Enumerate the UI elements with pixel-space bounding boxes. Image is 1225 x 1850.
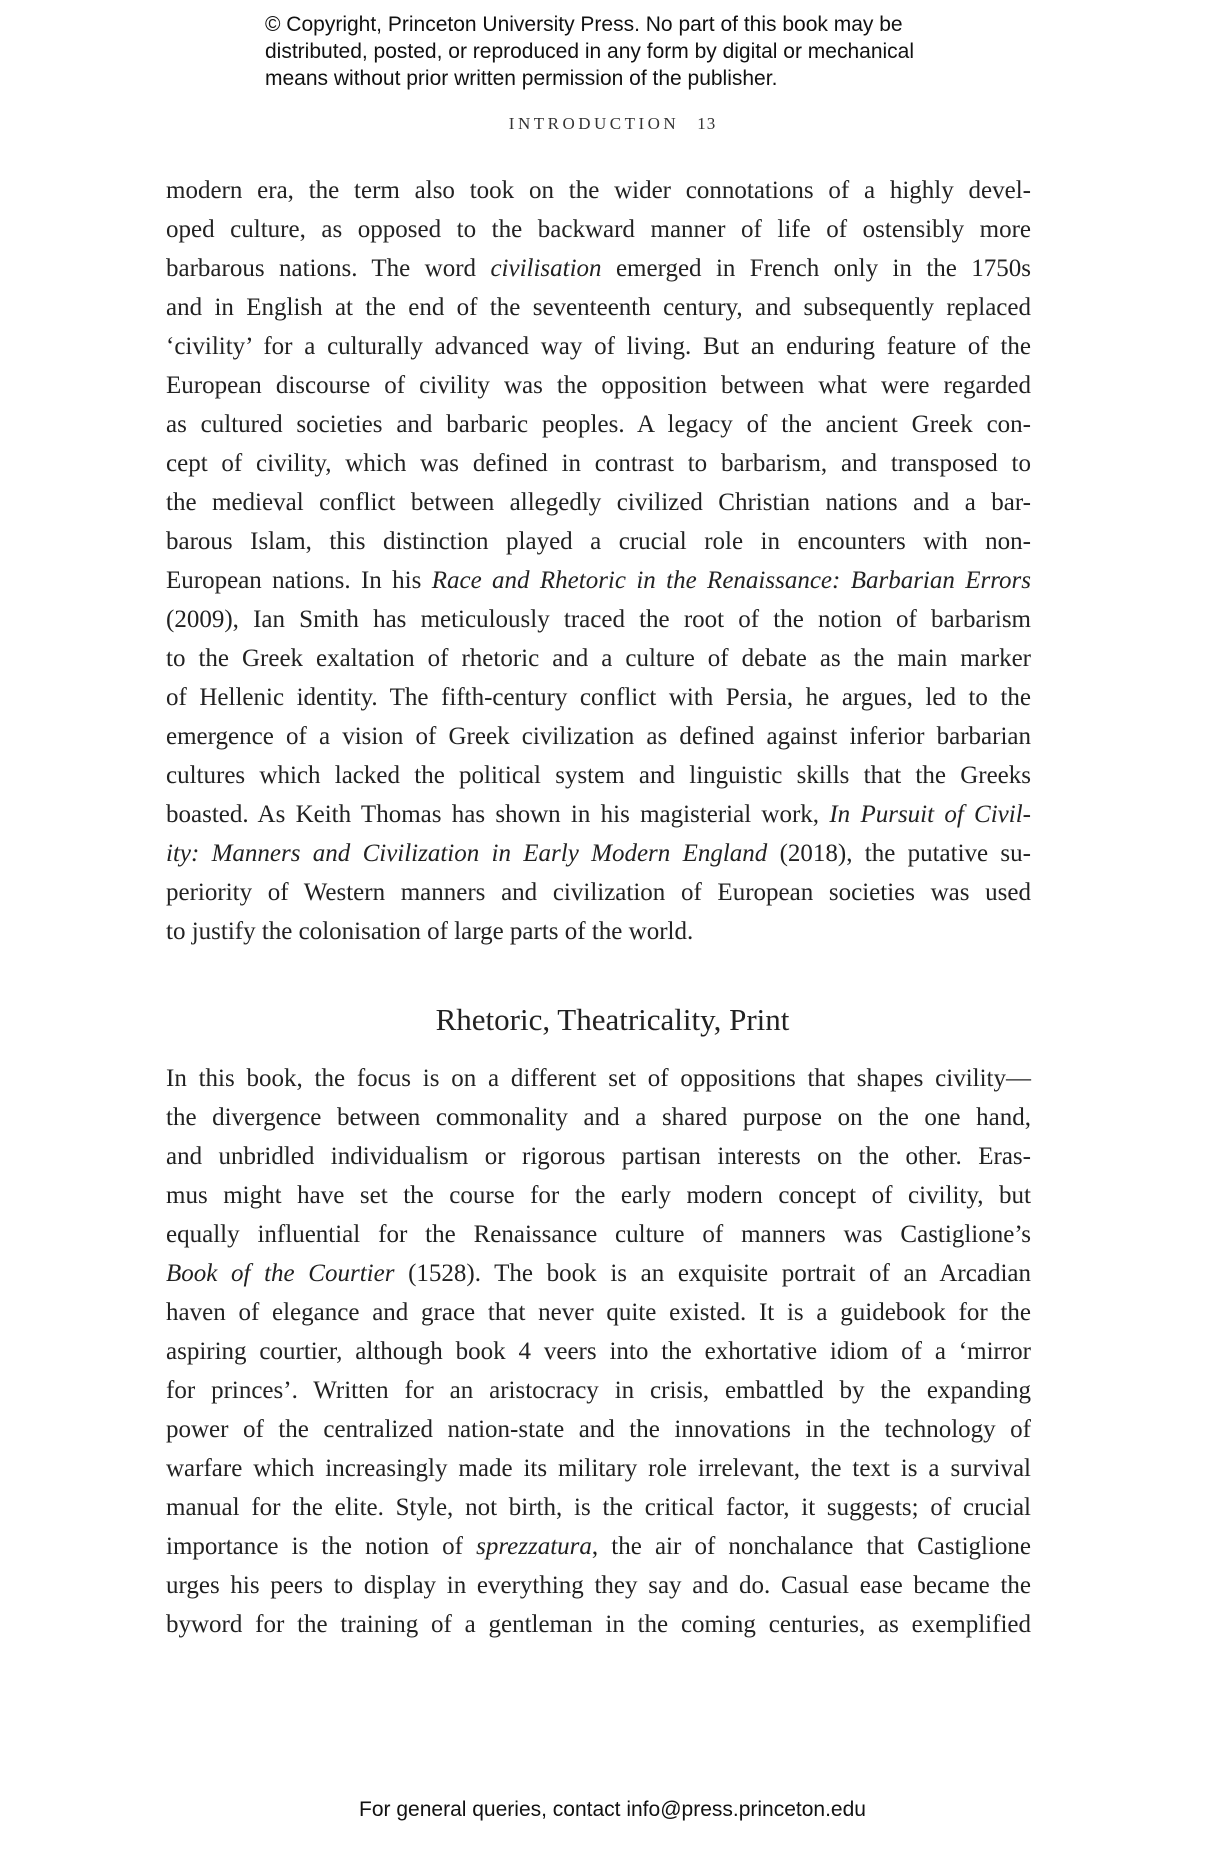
text-line: barous Islam, this distinction played a crucial role in encounters with non- bbox=[166, 528, 1031, 555]
italic-title: sprezzatura bbox=[476, 1533, 592, 1560]
contact-footer: For general queries, contact info@press.princeton.edu bbox=[359, 1798, 866, 1821]
text-line: Book of the Courtier (1528). The book is an exquisite portrait of an Arcadian bbox=[166, 1260, 1031, 1287]
text-line: the medieval conflict between allegedly civilized Christian nations and a bar- bbox=[166, 489, 1031, 516]
copyright-line: means without prior written permission of the publisher. bbox=[265, 67, 778, 90]
text-line: aspiring courtier, although book 4 veers into the exhortative idiom of a ‘mirror bbox=[166, 1338, 1031, 1365]
text-line: oped culture, as opposed to the backward manner of life of ostensibly more bbox=[166, 216, 1031, 243]
copyright-notice bbox=[265, 11, 985, 92]
text-line: equally influential for the Renaissance culture of manners was Castiglione’s bbox=[166, 1221, 1031, 1248]
text-line: and in English at the end of the seventeenth century, and subsequently replaced bbox=[166, 294, 1031, 321]
page-number: 13 bbox=[697, 114, 717, 133]
running-head bbox=[0, 114, 1225, 134]
body-paragraph bbox=[166, 1059, 1031, 1644]
text-line: cultures which lacked the political system and linguistic skills that the Greeks bbox=[166, 762, 1031, 789]
copyright-line: © Copyright, Princeton University Press. No part of this book may be bbox=[265, 13, 903, 36]
body-paragraph bbox=[166, 171, 1031, 951]
text-line: for princes’. Written for an aristocracy in crisis, embattled by the expanding bbox=[166, 1377, 1031, 1404]
text-line: mus might have set the course for the early modern concept of civility, but bbox=[166, 1182, 1031, 1209]
italic-title: In Pursuit of Civil- bbox=[829, 801, 1031, 828]
text-line: ity: Manners and Civilization in Early Modern England (2018), the putative su- bbox=[166, 840, 1031, 867]
italic-title: Book of the Courtier bbox=[166, 1260, 395, 1287]
text-line: barbarous nations. The word civilisation emerged in French only in the 1750s bbox=[166, 255, 1031, 282]
italic-title: civilisation bbox=[490, 255, 602, 282]
text-line: modern era, the term also took on the wider connotations of a highly devel- bbox=[166, 177, 1031, 204]
text-line: importance is the notion of sprezzatura, the air of nonchalance that Castiglione bbox=[166, 1533, 1032, 1560]
text-line: the divergence between commonality and a shared purpose on the one hand, bbox=[166, 1104, 1031, 1131]
text-line: (2009), Ian Smith has meticulously traced the root of the notion of barbarism bbox=[166, 606, 1031, 633]
italic-title: ity: Manners and Civilization in Early Modern England bbox=[166, 840, 768, 867]
text-line: and unbridled individualism or rigorous partisan interests on the other. Eras- bbox=[166, 1143, 1031, 1170]
text-line: urges his peers to display in everything they say and do. Casual ease became the bbox=[166, 1572, 1031, 1599]
text-line: to justify the colonisation of large parts of the world. bbox=[166, 918, 694, 945]
text-line: ‘civility’ for a culturally advanced way of living. But an enduring feature of the bbox=[166, 333, 1031, 360]
text-line: power of the centralized nation-state and the innovations in the technology of bbox=[166, 1416, 1031, 1443]
text-line: to the Greek exaltation of rhetoric and a culture of debate as the main marker bbox=[166, 645, 1031, 672]
text-line: warfare which increasingly made its military role irrelevant, the text is a survival bbox=[166, 1455, 1031, 1482]
text-line: In this book, the focus is on a different set of oppositions that shapes civility— bbox=[166, 1065, 1031, 1092]
text-line: byword for the training of a gentleman in the coming centuries, as exemplified bbox=[166, 1611, 1031, 1638]
text-line: manual for the elite. Style, not birth, is the critical factor, it suggests; of crucial bbox=[166, 1494, 1031, 1521]
text-line: cept of civility, which was defined in contrast to barbarism, and transposed to bbox=[166, 450, 1031, 477]
italic-title: Race and Rhetoric in the Renaissance: Barbarian Errors bbox=[431, 567, 1031, 594]
text-line: periority of Western manners and civilization of European societies was used bbox=[166, 879, 1031, 906]
copyright-line: distributed, posted, or reproduced in any form by digital or mechanical bbox=[265, 40, 915, 63]
text-line: emergence of a vision of Greek civilization as defined against inferior barbarian bbox=[166, 723, 1031, 750]
text-line: European discourse of civility was the opposition between what were regarded bbox=[166, 372, 1031, 399]
running-head-title: INTRODUCTION bbox=[508, 114, 680, 133]
text-line: as cultured societies and barbaric peoples. A legacy of the ancient Greek con- bbox=[166, 411, 1031, 438]
text-line: of Hellenic identity. The fifth-century conflict with Persia, he argues, led to the bbox=[166, 684, 1031, 711]
text-line: boasted. As Keith Thomas has shown in his magisterial work, In Pursuit of Civil- bbox=[166, 801, 1031, 828]
section-heading: Rhetoric, Theatricality, Print bbox=[435, 1002, 790, 1037]
text-line: haven of elegance and grace that never quite existed. It is a guidebook for the bbox=[166, 1299, 1031, 1326]
text-line: European nations. In his Race and Rhetoric in the Renaissance: Barbarian Errors bbox=[166, 567, 1031, 594]
